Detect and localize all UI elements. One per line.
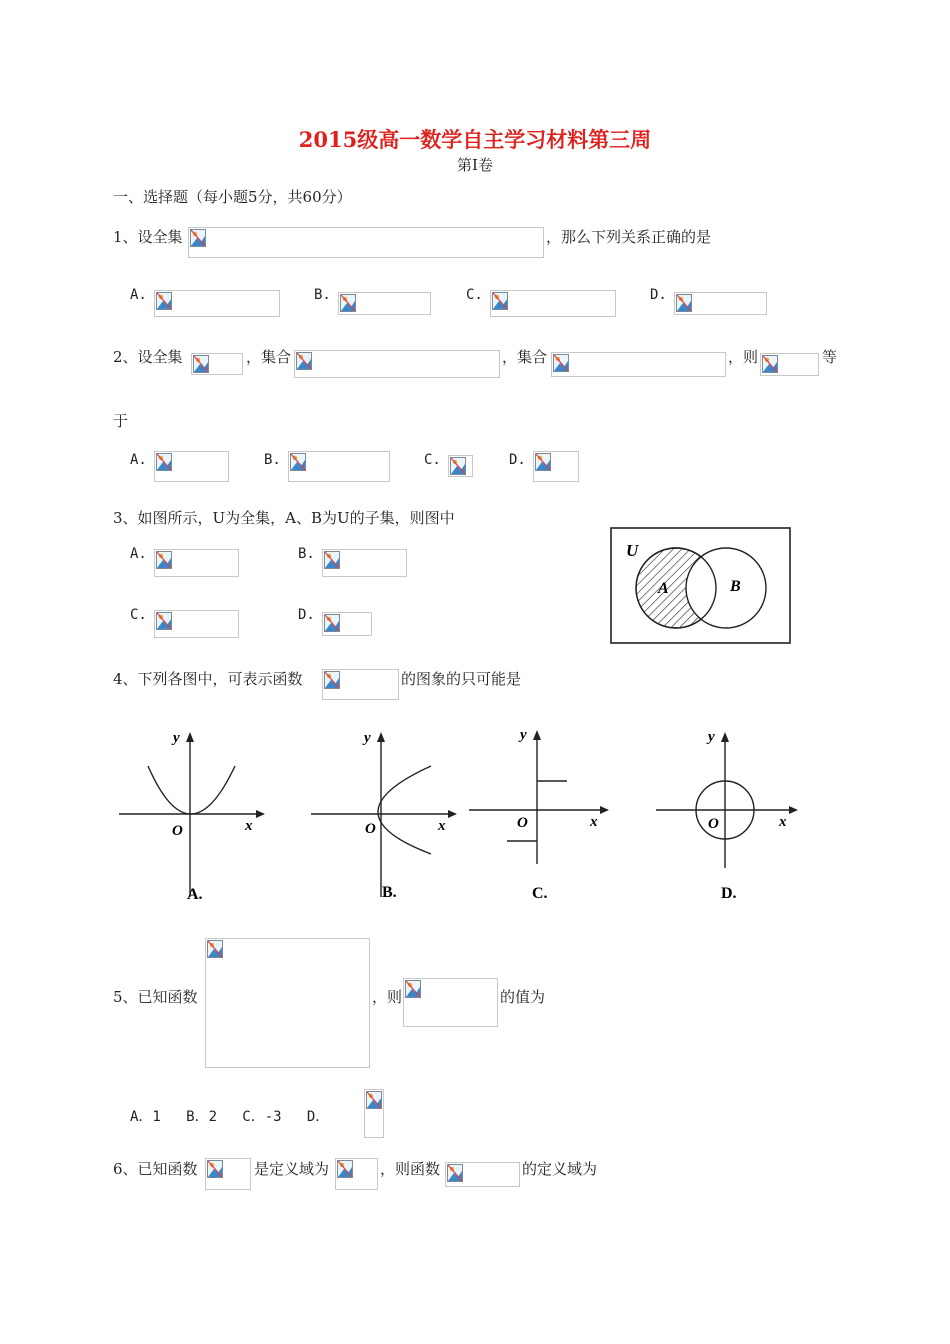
graph-caption: A. bbox=[187, 886, 203, 903]
q3-option-b-label: B. bbox=[298, 546, 315, 562]
formula-image bbox=[205, 938, 370, 1068]
origin-label: O bbox=[172, 823, 183, 839]
q2-text-1: ，集合 bbox=[246, 348, 292, 366]
broken-image-icon bbox=[762, 355, 778, 373]
formula-image bbox=[551, 352, 726, 377]
formula-image bbox=[188, 227, 544, 258]
q2-option-d-label: D. bbox=[509, 452, 526, 468]
graph-a bbox=[115, 722, 275, 907]
q2-option-a-label: A. bbox=[130, 452, 147, 468]
q2-text-4: 等 bbox=[822, 348, 838, 366]
broken-image-icon bbox=[405, 980, 421, 998]
y-axis-label: y bbox=[364, 730, 371, 746]
q1-option-d-label: D. bbox=[650, 287, 667, 303]
formula-image bbox=[294, 350, 500, 378]
broken-image-icon bbox=[337, 1160, 353, 1178]
broken-image-icon bbox=[193, 355, 209, 373]
broken-image-icon bbox=[492, 292, 508, 310]
q6-text-1: 是定义域为 bbox=[254, 1160, 330, 1178]
broken-image-icon bbox=[156, 292, 172, 310]
venn-a-label: A bbox=[658, 580, 669, 597]
broken-image-icon bbox=[553, 354, 569, 372]
q4-tail: 的图象的只可能是 bbox=[401, 670, 522, 688]
option-formula-image bbox=[322, 612, 372, 636]
q5-tail: 的值为 bbox=[500, 988, 546, 1006]
q3-stem: 3、如图所示，U为全集，A、B为U的子集，则图中 bbox=[113, 509, 455, 527]
q3-option-a-label: A. bbox=[130, 546, 147, 562]
page-title: 2015级高一数学自主学习材料第三周 bbox=[298, 127, 652, 152]
broken-image-icon bbox=[447, 1164, 463, 1182]
formula-image bbox=[205, 1158, 251, 1190]
q2-option-b-label: B. bbox=[264, 452, 281, 468]
x-axis-label: x bbox=[438, 818, 446, 834]
y-axis-label: y bbox=[520, 727, 527, 743]
option-formula-image bbox=[154, 610, 239, 638]
broken-image-icon bbox=[450, 457, 466, 475]
broken-image-icon bbox=[324, 551, 340, 569]
broken-image-icon bbox=[190, 229, 206, 247]
formula-image bbox=[322, 669, 399, 700]
broken-image-icon bbox=[324, 671, 340, 689]
option-formula-image bbox=[288, 451, 390, 482]
venn-b-label: B bbox=[730, 578, 741, 595]
q1-option-b-label: B. bbox=[314, 287, 331, 303]
broken-image-icon bbox=[535, 453, 551, 471]
q1-option-a-label: A. bbox=[130, 287, 147, 303]
set-b-circle bbox=[686, 548, 766, 628]
q5-text-1: ，则 bbox=[372, 988, 403, 1006]
option-formula-image bbox=[364, 1089, 384, 1138]
broken-image-icon bbox=[290, 453, 306, 471]
venn-diagram bbox=[610, 527, 792, 645]
q6-text-2: ，则函数 bbox=[380, 1160, 441, 1178]
graph-caption: D. bbox=[721, 885, 737, 902]
option-formula-image bbox=[448, 455, 473, 477]
q1-option-c-label: C. bbox=[466, 287, 483, 303]
q2-option-c-label: C. bbox=[424, 452, 441, 468]
q3-option-d-label: D. bbox=[298, 607, 315, 623]
graph-caption: B. bbox=[382, 884, 397, 901]
q1-tail: ，那么下列关系正确的是 bbox=[546, 228, 712, 246]
formula-image bbox=[445, 1162, 520, 1187]
graph-c bbox=[465, 722, 625, 907]
broken-image-icon bbox=[207, 1160, 223, 1178]
q6-stem: 6、已知函数 bbox=[113, 1160, 198, 1178]
q3-option-c-label: C. bbox=[130, 607, 147, 623]
q5-stem: 5、已知函数 bbox=[113, 988, 198, 1006]
q2-text-3: ，则 bbox=[728, 348, 759, 366]
broken-image-icon bbox=[156, 551, 172, 569]
broken-image-icon bbox=[207, 940, 223, 958]
graph-d bbox=[652, 722, 812, 907]
formula-image bbox=[403, 978, 498, 1027]
q4-stem: 4、下列各图中，可表示函数 bbox=[113, 670, 303, 688]
option-formula-image bbox=[533, 451, 579, 482]
q1-stem: 1、设全集 bbox=[113, 228, 183, 246]
q5-options: A．1 B．2 C．-3 D． bbox=[130, 1109, 330, 1125]
option-formula-image bbox=[154, 549, 239, 577]
x-axis-label: x bbox=[779, 814, 787, 830]
option-formula-image bbox=[338, 292, 431, 315]
broken-image-icon bbox=[676, 294, 692, 312]
q2-text-5: 于 bbox=[113, 412, 129, 430]
broken-image-icon bbox=[324, 614, 340, 632]
option-formula-image bbox=[154, 451, 229, 482]
graph-b bbox=[305, 722, 465, 907]
broken-image-icon bbox=[156, 612, 172, 630]
y-axis-label: y bbox=[708, 729, 715, 745]
origin-label: O bbox=[708, 816, 719, 832]
q6-tail: 的定义域为 bbox=[522, 1160, 598, 1178]
formula-image bbox=[760, 353, 819, 376]
x-axis-label: x bbox=[590, 814, 598, 830]
option-formula-image bbox=[490, 290, 616, 317]
broken-image-icon bbox=[156, 453, 172, 471]
origin-label: O bbox=[365, 821, 376, 837]
formula-image bbox=[191, 353, 243, 375]
broken-image-icon bbox=[296, 352, 312, 370]
y-axis-label: y bbox=[173, 730, 180, 746]
broken-image-icon bbox=[366, 1091, 382, 1109]
section-heading: 一、选择题（每小题5分，共60分） bbox=[113, 188, 352, 206]
venn-u-label: U bbox=[626, 541, 639, 560]
option-formula-image bbox=[154, 290, 280, 317]
graph-caption: C. bbox=[532, 885, 548, 902]
q2-stem: 2、设全集 bbox=[113, 348, 183, 366]
origin-label: O bbox=[517, 815, 528, 831]
page-subtitle: 第Ⅰ卷 bbox=[457, 156, 493, 174]
q2-text-2: ，集合 bbox=[502, 348, 548, 366]
x-axis-label: x bbox=[245, 818, 253, 834]
broken-image-icon bbox=[340, 294, 356, 312]
option-formula-image bbox=[674, 292, 767, 315]
formula-image bbox=[335, 1158, 378, 1190]
option-formula-image bbox=[322, 549, 407, 577]
